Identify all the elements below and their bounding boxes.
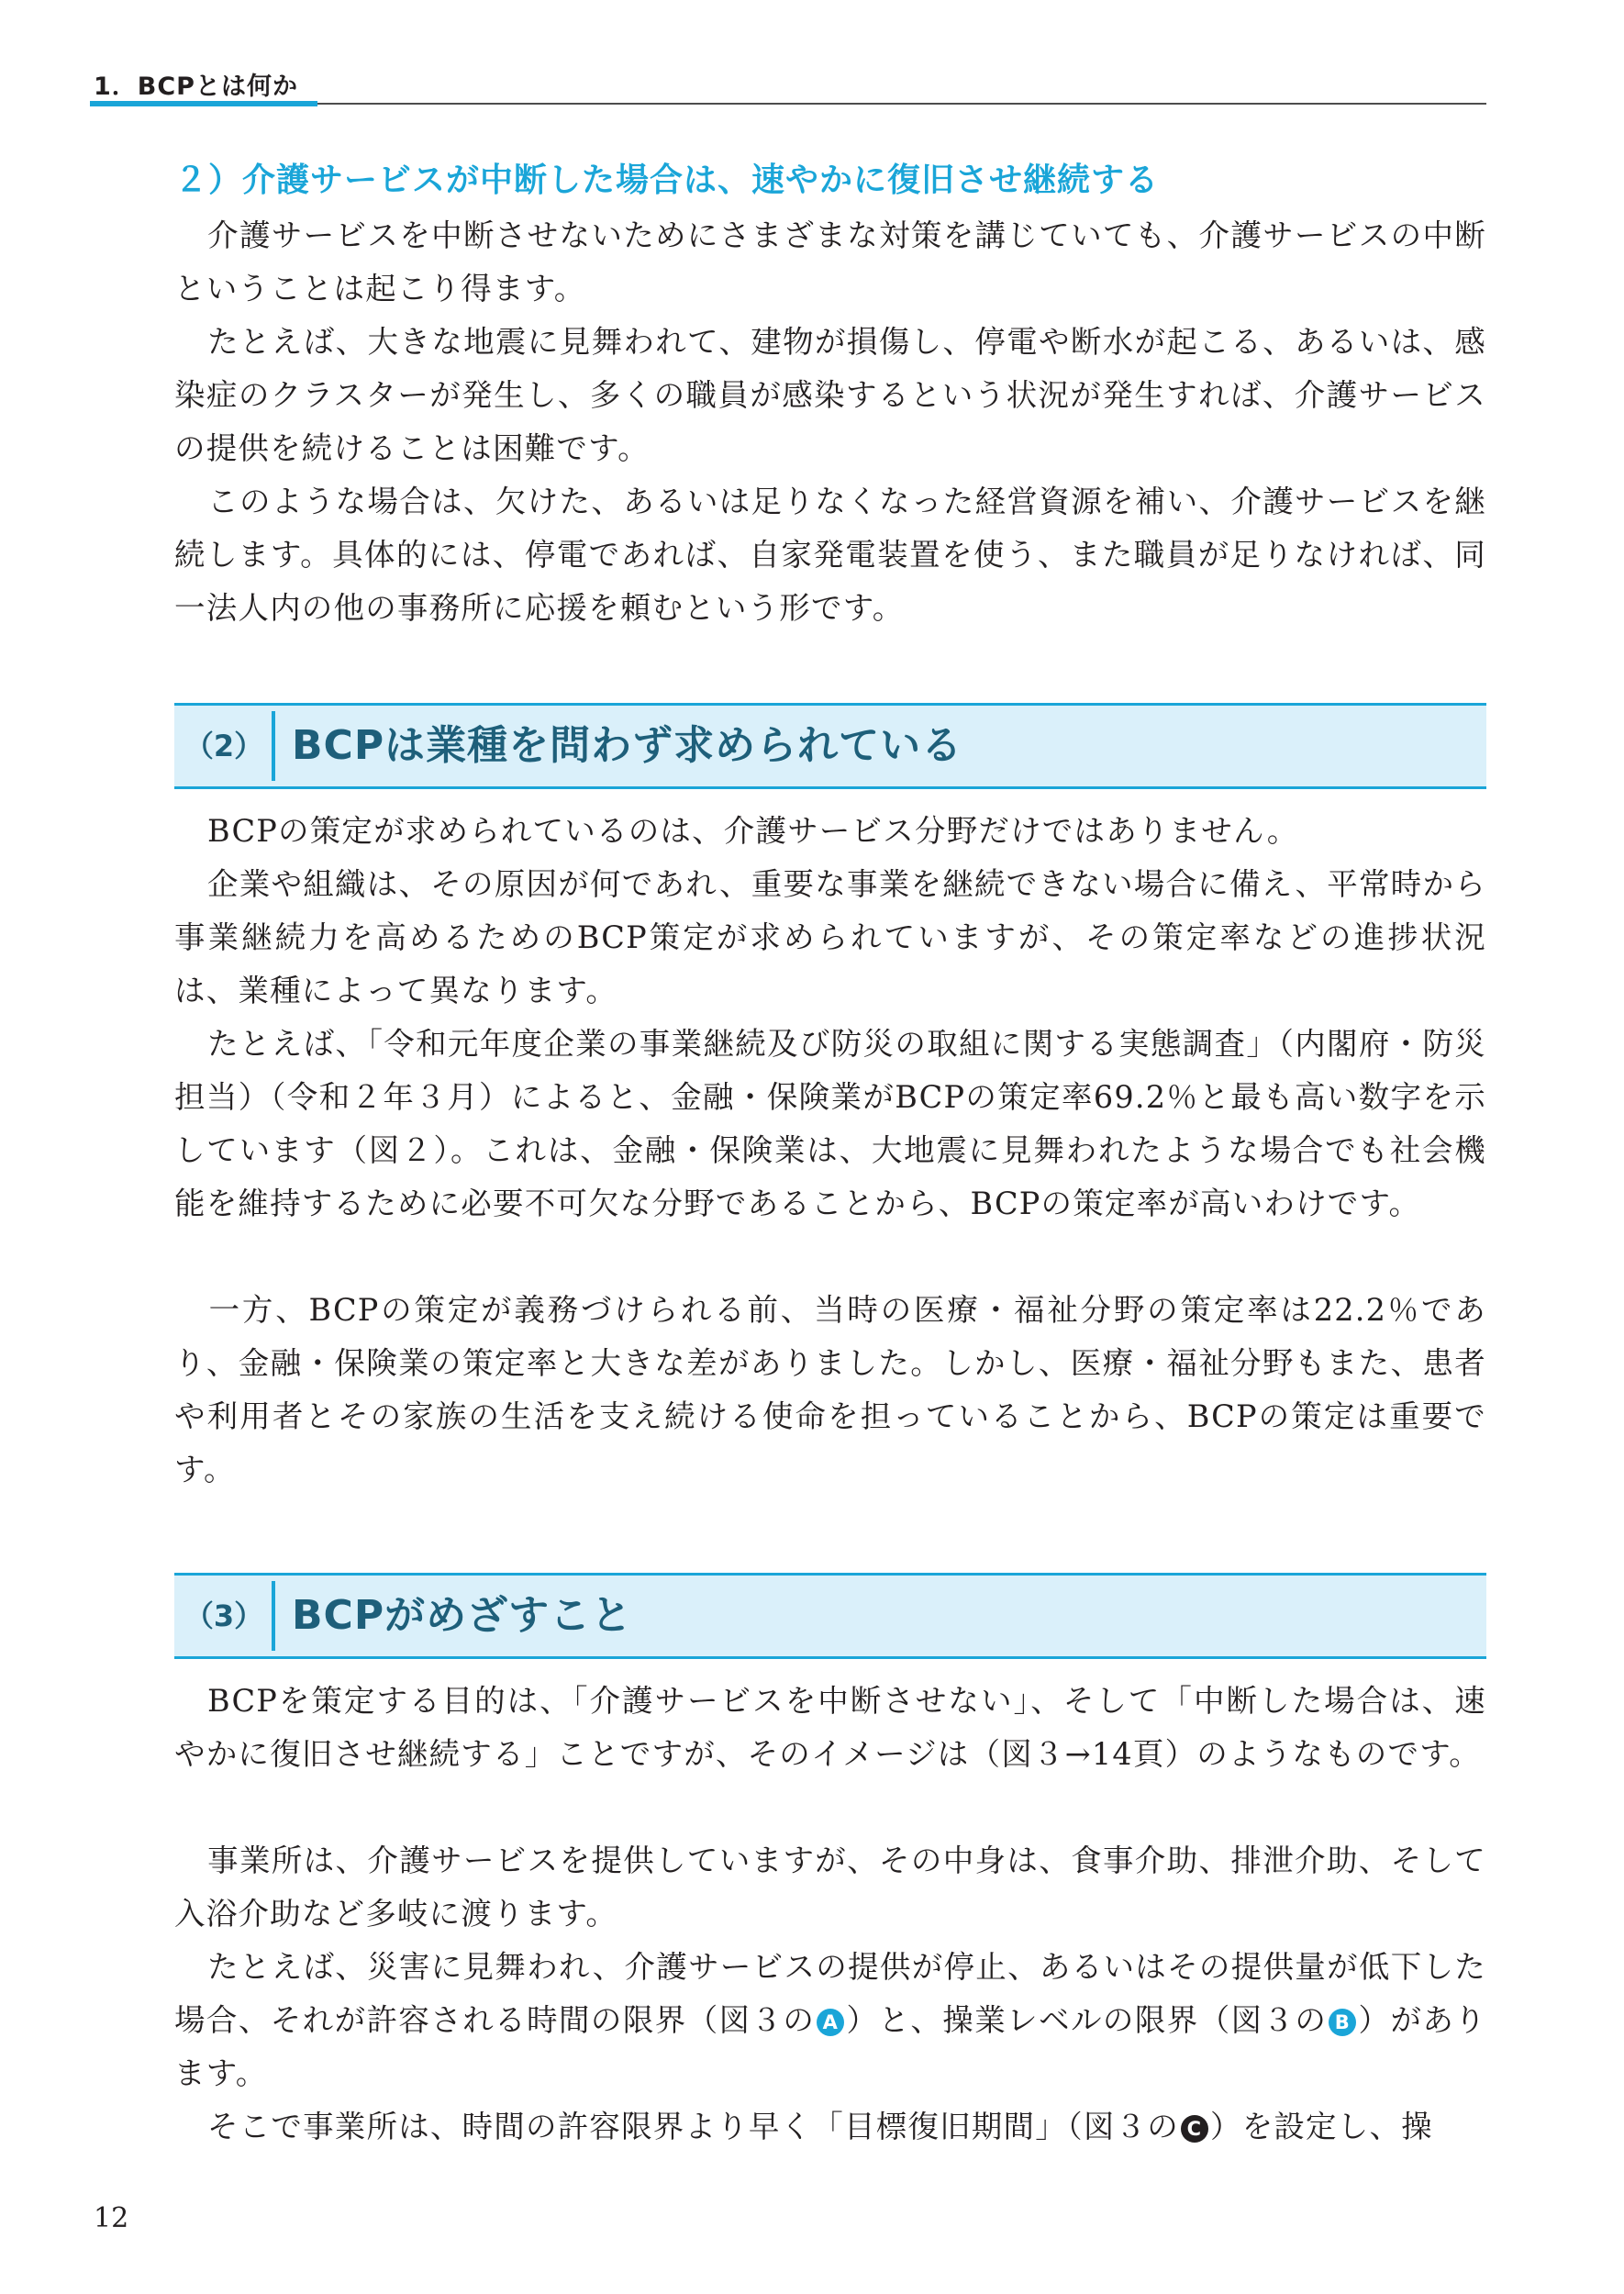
paragraph: このような場合は、欠けた、あるいは足りなくなった経営資源を補い、介護サービスを継続します。具体的には、停電であれば、自家発電装置を使う、また職員が足りなければ、同一法人内の他の事務所に応援を頼むという形です。	[174, 484, 1486, 626]
section-2-title: BCPは業種を問わず求められている	[292, 722, 963, 769]
paragraph: そこで事業所は、時間の許容限界より早く「目標復旧期間」（図３の C ）を設定し、操	[207, 2109, 1433, 2144]
paragraph: 企業や組織は、その原因が何であれ、重要な事業を継続できない場合に備え、平常時から事業継続力を高めるためのBCP策定が求められていますが、その策定率などの進捗状況は、業種によって異なります。	[174, 866, 1486, 1008]
paragraph: BCPを策定する目的は、「介護サービスを中断させない」、そして「中断した場合は、速やかに復旧させ継続する」ことですが、そのイメージは（図３→14頁）のようなものです。	[174, 1683, 1486, 1772]
figure-marker-c-icon: C	[1181, 2115, 1208, 2143]
paragraph: たとえば、「令和元年度企業の事業継続及び防災の取組に関する実態調査」（内閣府・防災担当）（令和２年３月）によると、金融・保険業がBCPの策定率69.2％と最も高い数字を示しています（図２）。これは、金融・保険業は、大地震に見舞われたような場合でも社会機能を維持するために必要不可欠な分野であることから、BCPの策定率が高いわけです。	[174, 1026, 1486, 1221]
paragraph: 一方、BCPの策定が義務づけられる前、当時の医療・福祉分野の策定率は22.2％であり、金融・保険業の策定率と大きな差がありました。しかし、医療・福祉分野もまた、患者や利用者とその家族の生活を支え続ける使命を担っていることから、BCPの策定は重要です。	[174, 1292, 1486, 1487]
figure-marker-a-icon: A	[817, 2009, 844, 2036]
header-accent-bar	[90, 101, 317, 106]
subsection-heading: ２）介護サービスが中断した場合は、速やかに復旧させ継続する	[174, 161, 1160, 199]
page-number: 12	[94, 2202, 129, 2234]
paragraph: 介護サービスを中断させないためにさまざまな対策を講じていても、介護サービスの中断ということは起こり得ます。	[174, 217, 1486, 306]
running-head-title: 1．BCPとは何か	[94, 72, 298, 101]
paragraph: たとえば、災害に見舞われ、介護サービスの提供が停止、あるいはその提供量が低下した場合、それが許容される時間の限界（図３の A ）と、操業レベルの限界（図３の B ）があります。	[174, 1949, 1486, 2091]
section-divider	[272, 711, 275, 781]
section-3-title: BCPがめざすこと	[292, 1592, 633, 1639]
section-3-number: （3）	[184, 1598, 264, 1633]
section-2-banner	[174, 703, 1486, 789]
section-2-number: （2）	[184, 729, 264, 763]
paragraph: たとえば、大きな地震に見舞われて、建物が損傷し、停電や断水が起こる、あるいは、感染症のクラスターが発生し、多くの職員が感染するという状況が発生すれば、介護サービスの提供を続けることは困難です。	[174, 324, 1486, 466]
paragraph: BCPの策定が求められているのは、介護サービス分野だけではありません。	[207, 813, 1299, 849]
section-divider	[272, 1581, 275, 1651]
section-3-banner	[174, 1573, 1486, 1659]
paragraph: 事業所は、介護サービスを提供していますが、その中身は、食事介助、排泄介助、そして入浴介助など多岐に渡ります。	[174, 1843, 1486, 1932]
figure-marker-b-icon: B	[1329, 2009, 1356, 2036]
